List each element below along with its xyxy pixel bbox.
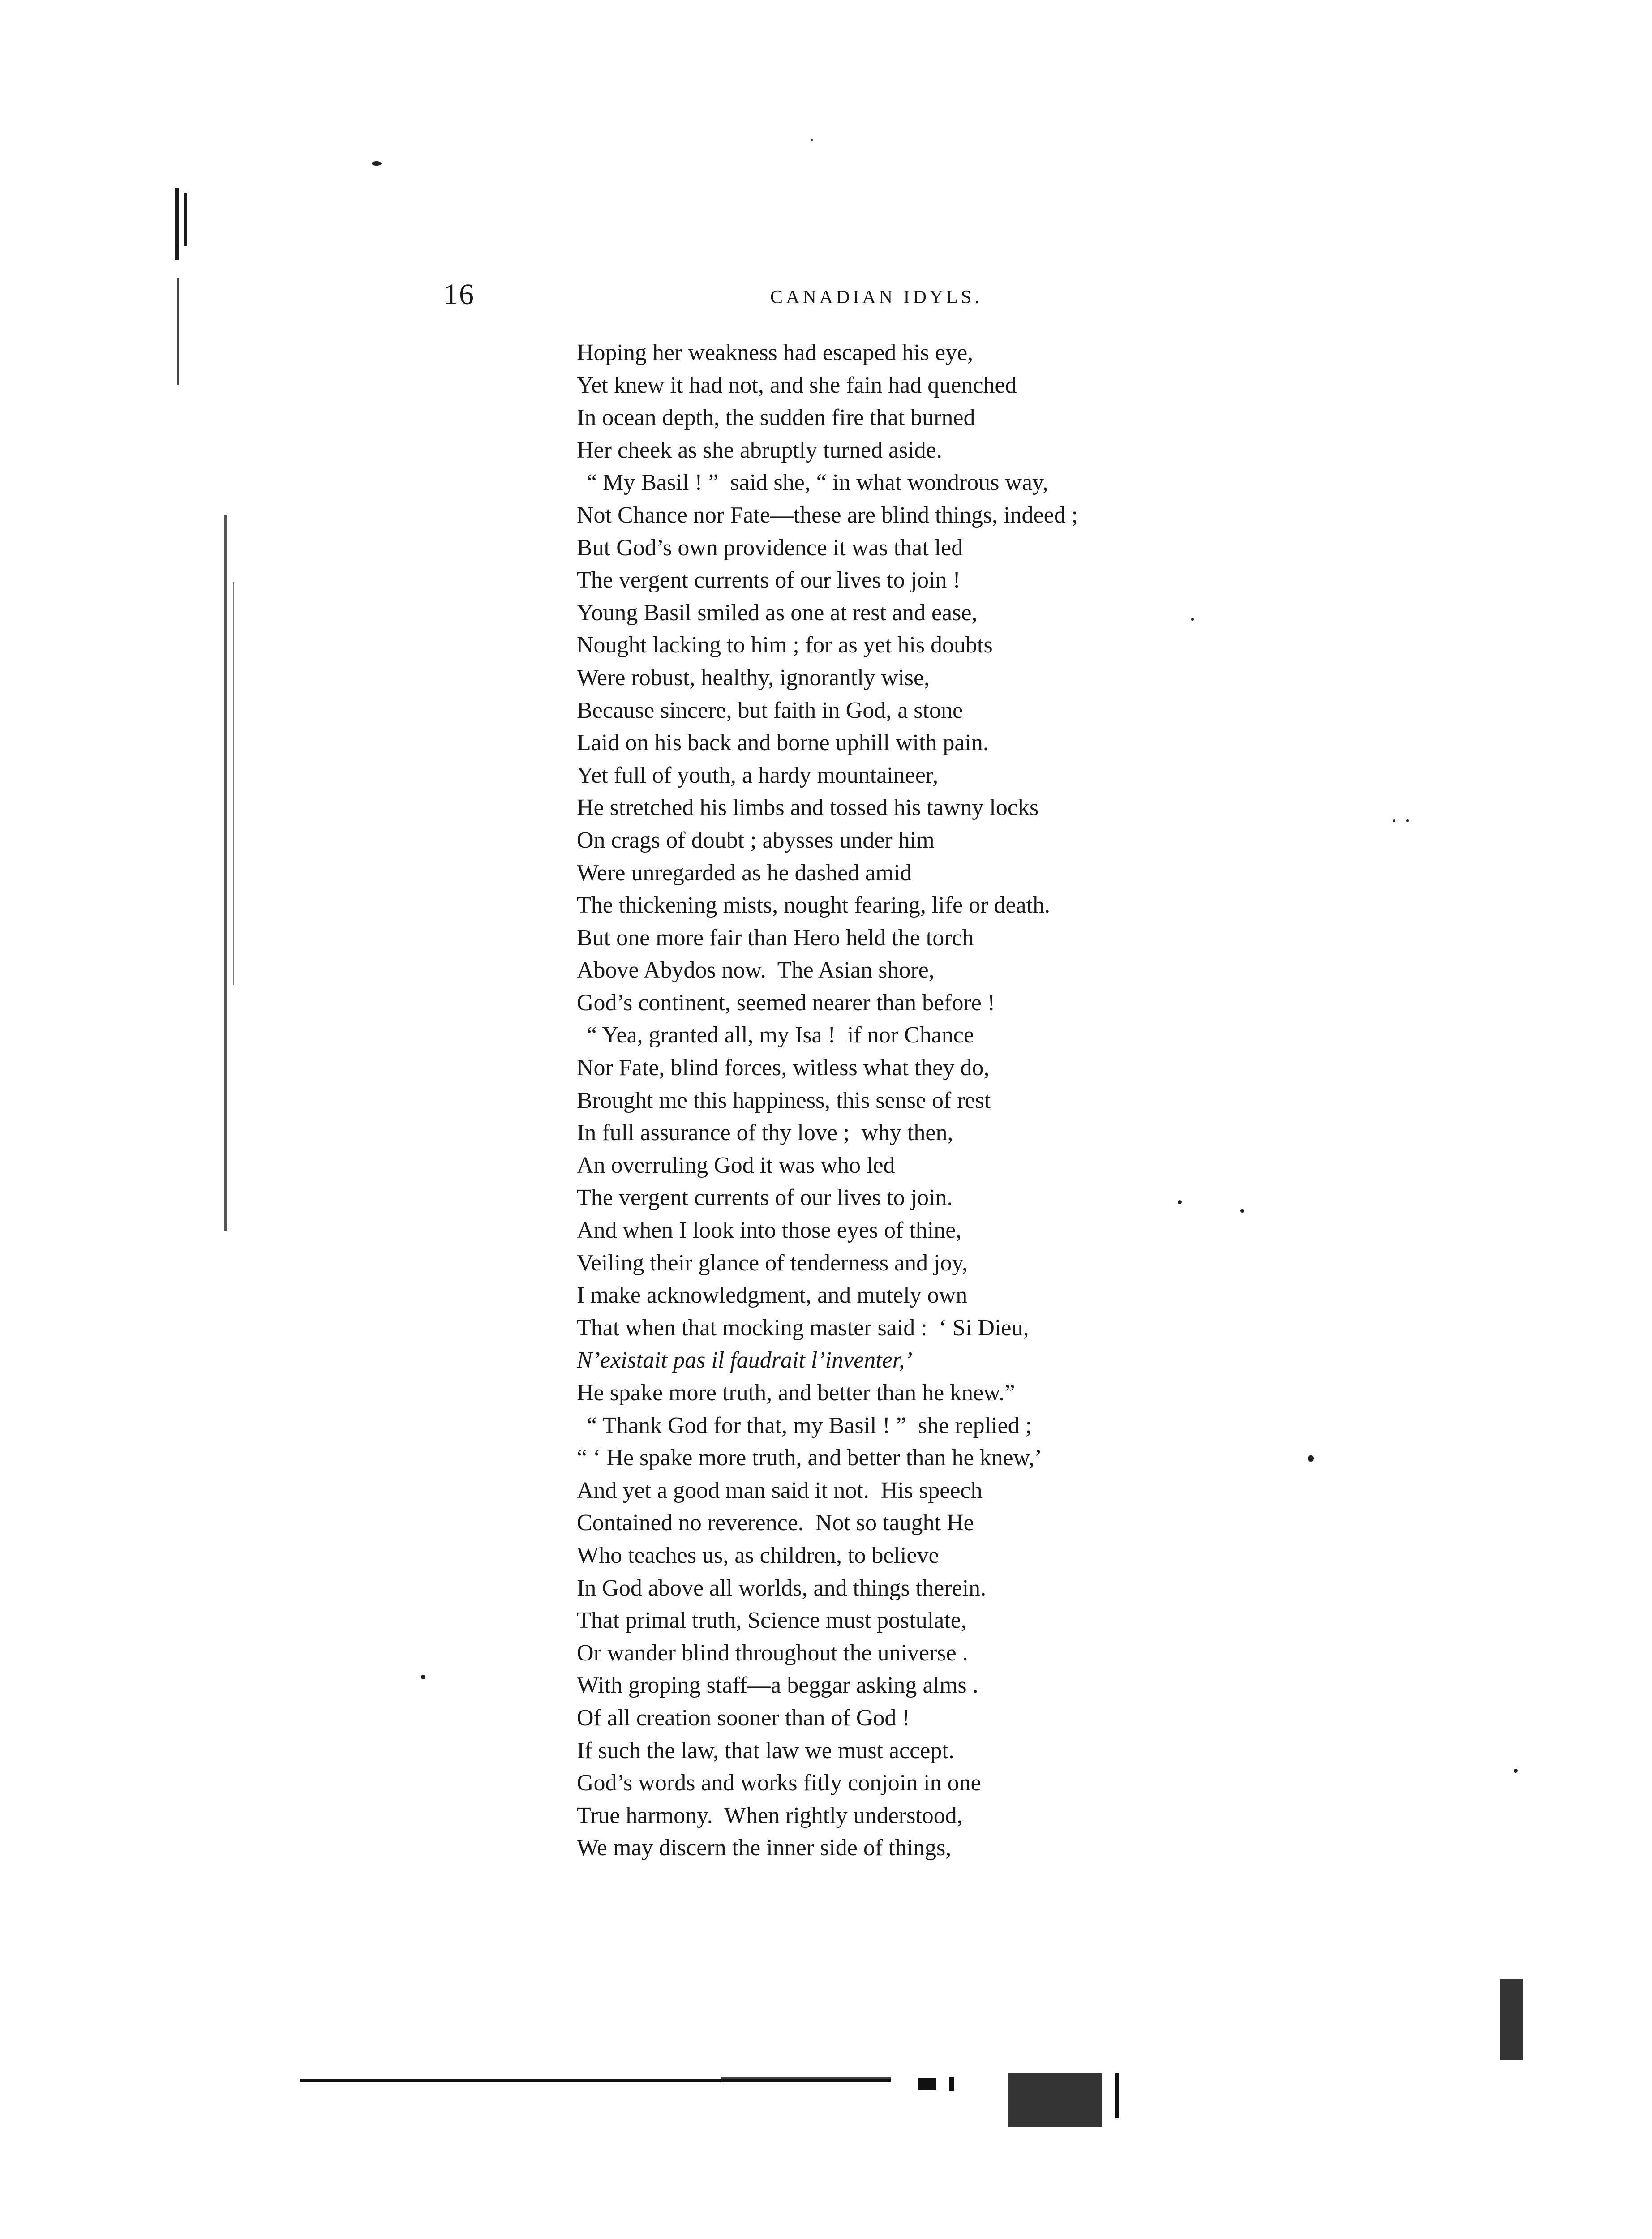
bottom-rule-heavy xyxy=(721,2077,891,2082)
poem-line: Yet knew it had not, and she fain had quenched xyxy=(577,372,1017,398)
poem-line: And when I look into those eyes of thine, xyxy=(577,1218,962,1244)
poem-line: But one more fair than Hero held the torch xyxy=(577,925,974,951)
poem-line: The vergent currents of our lives to join ! xyxy=(577,567,961,593)
poem-line: Veiling their glance of tenderness and joy, xyxy=(577,1250,968,1276)
poem-line: Nought lacking to him ; for as yet his doubts xyxy=(577,632,993,658)
poem-line: Laid on his back and borne uphill with pain. xyxy=(577,730,989,756)
poem-line: Hoping her weakness had escaped his eye, xyxy=(577,340,974,365)
poem-line: He spake more truth, and better than he knew.” xyxy=(577,1380,1015,1406)
poem-line: But God’s own providence it was that led xyxy=(577,535,963,561)
poem-line: Or wander blind throughout the universe . xyxy=(577,1640,968,1666)
poem-line: “ ‘ He spake more truth, and better than he knew,’ xyxy=(577,1445,1043,1471)
poem-line: Nor Fate, blind forces, witless what they do, xyxy=(577,1055,990,1081)
poem-line: Not Chance nor Fate—these are blind things, indeed ; xyxy=(577,502,1078,528)
poem-line: Young Basil smiled as one at rest and ease, xyxy=(577,600,978,626)
poem-line: Who teaches us, as children, to believe xyxy=(577,1542,939,1568)
poem-line: In God above all worlds, and things therein. xyxy=(577,1575,987,1601)
scan-blot xyxy=(1008,2073,1102,2127)
poem-line: Above Abydos now. The Asian shore, xyxy=(577,957,935,983)
scan-speck xyxy=(1514,1769,1518,1773)
poem-line: And yet a good man said it not. His speech xyxy=(577,1477,983,1503)
poem-line: Of all creation sooner than of God ! xyxy=(577,1705,910,1731)
scan-speck xyxy=(1178,1200,1182,1204)
scan-mark xyxy=(1115,2073,1119,2118)
poem-line: “ Thank God for that, my Basil ! ” she replied ; xyxy=(587,1412,1032,1438)
poem-line: He stretched his limbs and tossed his tawny locks xyxy=(577,795,1039,821)
poem-line: I make acknowledgment, and mutely own xyxy=(577,1282,968,1308)
scan-speck xyxy=(372,161,382,166)
poem-line: If such the law, that law we must accept. xyxy=(577,1737,954,1763)
poem-line: With groping staff—a beggar asking alms . xyxy=(577,1673,978,1699)
scan-speck xyxy=(421,1675,425,1679)
binding-edge-mark xyxy=(184,193,187,246)
poem-line: An overruling God it was who led xyxy=(577,1152,895,1178)
binding-edge-mark xyxy=(224,515,227,1231)
poem-line: Because sincere, but faith in God, a stone xyxy=(577,697,963,723)
poem-line: True harmony. When rightly understood, xyxy=(577,1802,963,1828)
poem-line: The thickening mists, nought fearing, life or death. xyxy=(577,892,1051,918)
poem-line: “ My Basil ! ” said she, “ in what wondrous way, xyxy=(587,470,1048,496)
poem-line: On crags of doubt ; abysses under him xyxy=(577,827,935,853)
scan-speck xyxy=(1191,618,1194,621)
poem-line: God’s words and works fitly conjoin in one xyxy=(577,1770,981,1796)
poem-line: The vergent currents of our lives to join. xyxy=(577,1185,953,1211)
poem-line: In ocean depth, the sudden fire that burned xyxy=(577,405,975,431)
poem-line: That when that mocking master said : ‘ Si Dieu, xyxy=(577,1315,1029,1341)
binding-edge-mark xyxy=(177,278,179,385)
scan-speck xyxy=(1406,819,1409,822)
scan-speck xyxy=(1393,819,1395,822)
page-number: 16 xyxy=(443,278,475,311)
scan-speck xyxy=(1308,1455,1314,1462)
running-head: CANADIAN IDYLS. xyxy=(770,287,983,308)
poem-line: “ Yea, granted all, my Isa ! if nor Chance xyxy=(587,1022,974,1048)
poem-line: Her cheek as she abruptly turned aside. xyxy=(577,437,942,463)
poem-line: N’existait pas il faudrait l’inventer,’ xyxy=(577,1347,913,1373)
poem-line: Yet full of youth, a hardy mountaineer, xyxy=(577,762,939,788)
poem-text xyxy=(577,337,1078,1865)
poem-line: In full assurance of thy love ; why then, xyxy=(577,1120,953,1146)
poem-line: That primal truth, Science must postulate, xyxy=(577,1608,967,1634)
poem-line: Contained no reverence. Not so taught He xyxy=(577,1510,974,1536)
scan-speck xyxy=(811,139,813,141)
scan-mark xyxy=(949,2077,954,2091)
poem-line: Brought me this happiness, this sense of rest xyxy=(577,1087,991,1113)
poem-line: God’s continent, seemed nearer than before ! xyxy=(577,990,995,1016)
binding-edge-mark xyxy=(233,582,234,985)
binding-edge-mark xyxy=(175,188,179,260)
scan-blot-right xyxy=(1500,1979,1523,2060)
scan-mark xyxy=(918,2078,936,2090)
poem-line: We may discern the inner side of things, xyxy=(577,1835,952,1861)
scan-speck xyxy=(1240,1209,1244,1213)
poem-line: Were unregarded as he dashed amid xyxy=(577,860,912,886)
poem-line: Were robust, healthy, ignorantly wise, xyxy=(577,665,930,691)
